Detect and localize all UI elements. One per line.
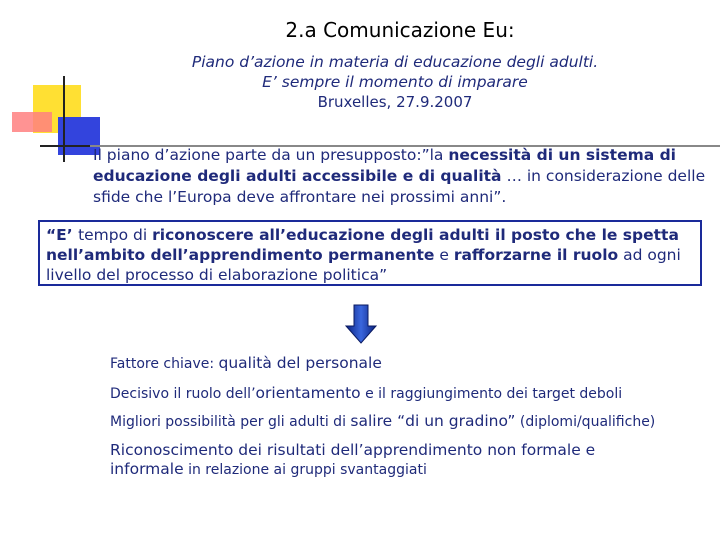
quote-text-3: riconoscere all’educazione degli adulti il posto che le spetta nell’ambito dell’apprendimento permanente <box>46 226 679 264</box>
deco-horizontal-dark-line <box>40 145 90 147</box>
item-3-tail: (diplomi/qualifiche) <box>515 414 656 430</box>
intro-text-bold: necessità di un sistema di educazione degli adulti accessibile e di qualità <box>93 146 676 185</box>
intro-text-3: … in considerazione delle sfide che l’Europa deve affrontare nei prossimi anni”. <box>93 167 706 206</box>
item-1-plain: Fattore chiave: <box>110 356 219 372</box>
intro-paragraph <box>93 145 718 208</box>
item-3-emph: salire “di un gradino” <box>350 412 516 430</box>
item-2-tail: e il raggiungimento dei target deboli <box>360 386 623 402</box>
deco-red-square <box>12 112 52 132</box>
quote-text-6: ad ogni livello del processo di elaborazione politica” <box>46 246 681 284</box>
item-2-plain: Decisivo il ruolo dell’ <box>110 386 256 402</box>
subtitle-line-2: E’ sempre il momento di imparare <box>262 73 528 91</box>
dateline: Bruxelles, 27.9.2007 <box>317 93 473 111</box>
quote-text-2: tempo di <box>78 226 153 244</box>
item-1-emph: qualità del personale <box>218 354 382 372</box>
subtitle-line-1: Piano d’azione in materia di educazione degli adulti. <box>191 53 599 71</box>
item-3-plain: Migliori possibilità per gli adulti di <box>110 414 351 430</box>
list-item-2 <box>110 384 700 403</box>
list-item-3 <box>110 412 700 431</box>
quote-box <box>38 220 702 286</box>
slide-subtitle <box>140 52 650 92</box>
down-arrow-icon <box>345 304 377 344</box>
quote-text-4: e <box>434 246 454 264</box>
item-4-emph: Riconoscimento dei risultati dell’apprendimento non formale e informale <box>110 441 596 478</box>
list-item-4 <box>110 441 630 479</box>
intro-text-1: Il piano d’azione parte da un presupposto:”la <box>93 146 449 164</box>
slide-title: 2.a Comunicazione Eu: <box>285 18 515 42</box>
item-2-emph: orientamento <box>255 384 361 402</box>
list-item-1 <box>110 354 700 373</box>
deco-vertical-line <box>63 76 65 162</box>
item-4-tail: in relazione ai gruppi svantaggiati <box>183 462 427 478</box>
quote-text-1: “E’ <box>46 226 79 244</box>
quote-text-5: rafforzarne il ruolo <box>453 246 619 264</box>
